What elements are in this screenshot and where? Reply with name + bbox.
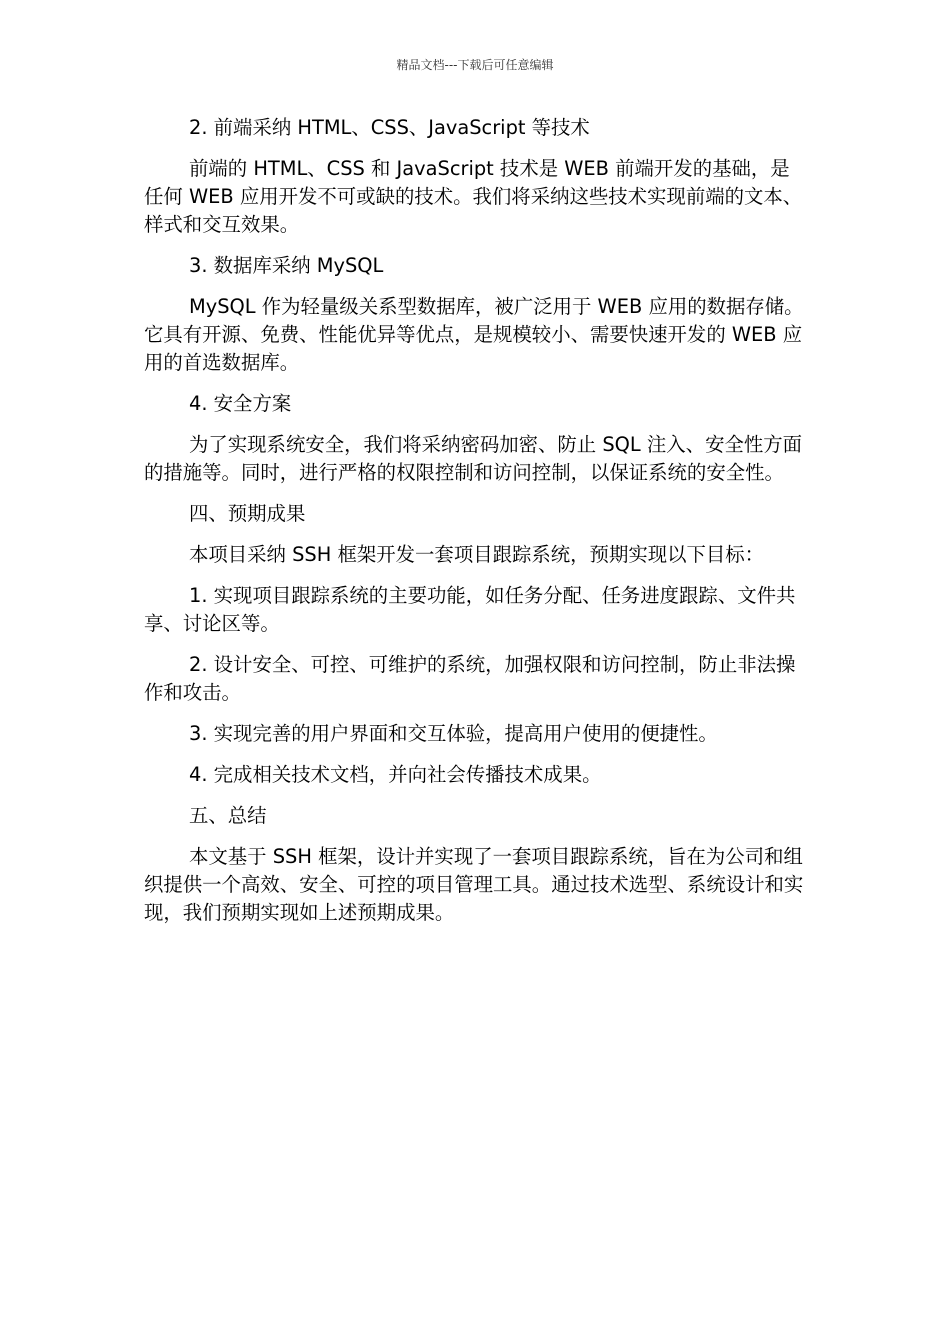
paragraph-expected-intro: 本项目采纳 SSH 框架开发一套项目跟踪系统，预期实现以下目标： <box>189 543 765 566</box>
list-item-goal-4: 4. 完成相关技术文档，并向社会传播技术成果。 <box>189 763 602 786</box>
section-heading-summary: 五、总结 <box>189 804 267 827</box>
list-item-goal-2: 2. 设计安全、可控、可维护的系统，加强权限和访问控制，防止非法操作和攻击。 <box>144 653 796 704</box>
list-item-goal-3: 3. 实现完善的用户界面和交互体验，提高用户使用的便捷性。 <box>189 722 718 745</box>
section-heading-database: 3. 数据库采纳 MySQL <box>189 254 384 277</box>
section-heading-expected-results: 四、预期成果 <box>189 502 306 525</box>
list-item-goal-1: 1. 实现项目跟踪系统的主要功能，如任务分配、任务进度跟踪、文件共享、讨论区等。 <box>144 584 796 635</box>
paragraph-summary: 本文基于 SSH 框架，设计并实现了一套项目跟踪系统，旨在为公司和组织提供一个高效、安全、可控的项目管理工具。通过技术选型、系统设计和实现，我们预期实现如上述预期成果。 <box>144 845 804 924</box>
page-header: 精品文档---下载后可任意编辑 <box>396 58 554 72</box>
paragraph-security: 为了实现系统安全，我们将采纳密码加密、防止 SQL 注入、安全性方面的措施等。同时，进行严格的权限控制和访问控制，以保证系统的安全性。 <box>144 433 803 484</box>
section-heading-security: 4. 安全方案 <box>189 392 292 415</box>
section-heading-frontend: 2. 前端采纳 HTML、CSS、JavaScript 等技术 <box>189 116 590 139</box>
document-body <box>144 114 806 940</box>
paragraph-database: MySQL 作为轻量级关系型数据库，被广泛用于 WEB 应用的数据存储。它具有开源、免费、性能优异等优点，是规模较小、需要快速开发的 WEB 应用的首选数据库。 <box>144 295 804 374</box>
paragraph-frontend: 前端的 HTML、CSS 和 JavaScript 技术是 WEB 前端开发的基础，是任何 WEB 应用开发不可或缺的技术。我们将采纳这些技术实现前端的文本、样式和交互效果。 <box>144 157 803 236</box>
